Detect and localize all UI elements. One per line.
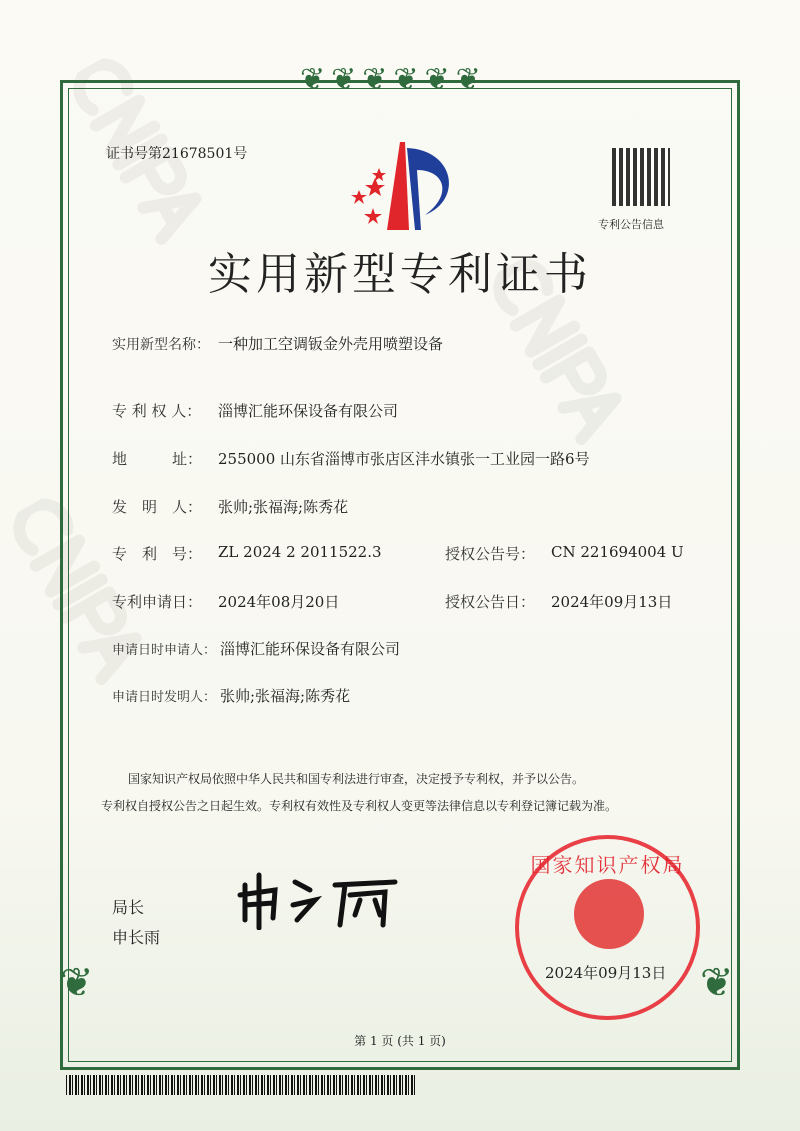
field-value-name: 一种加工空调钣金外壳用喷塑设备 <box>218 335 444 353</box>
field-label-address: 地 址： <box>112 450 203 468</box>
qr-code[interactable] <box>612 148 670 206</box>
field-value-applicant-at-filing: 淄博汇能环保设备有限公司 <box>220 640 401 658</box>
certificate-title: 实用新型专利证书 <box>208 249 592 300</box>
national-emblem-icon <box>574 879 644 949</box>
seal-text: 国家知识产权局 <box>530 853 685 877</box>
field-value-patentee: 淄博汇能环保设备有限公司 <box>218 402 399 420</box>
certificate-number: 证书号第21678501号 <box>106 146 248 162</box>
field-value-patent-no: ZL 2024 2 2011522.3 <box>218 543 382 561</box>
signatory-name: 申长雨 <box>112 928 161 947</box>
field-label-inventor-at-filing: 申请日时发明人： <box>112 690 217 705</box>
corner-ornament-icon: ❦ <box>60 960 94 1006</box>
barcode <box>66 1075 416 1095</box>
field-value-address: 255000 山东省淄博市张店区沣水镇张一工业园一路6号 <box>218 450 590 468</box>
field-value-filing-date: 2024年08月20日 <box>218 593 340 611</box>
field-value-inventor: 张帅;张福海;陈秀花 <box>218 498 349 516</box>
notice-line-2: 专利权自授权公告之日起生效。专利权有效性及专利权人变更等法律信息以专利登记簿记载为准。 <box>101 799 618 813</box>
field-label-patent-no: 专 利 号： <box>112 545 203 563</box>
signatory-title: 局长 <box>112 898 145 917</box>
field-label-grant-pub-no: 授权公告号： <box>445 545 536 563</box>
notice-line-1: 国家知识产权局依照中华人民共和国专利法进行审查，决定授予专利权，并予以公告。 <box>128 772 585 786</box>
page-number: 第 1 页 (共 1 页) <box>354 1034 446 1048</box>
field-label-inventor: 发 明 人： <box>112 498 203 516</box>
field-label-patentee: 专 利 权 人： <box>112 402 202 420</box>
seal-date: 2024年09月13日 <box>545 964 667 982</box>
qr-label: 专利公告信息 <box>598 218 664 231</box>
field-label-filing-date: 专利申请日： <box>112 593 203 611</box>
cnipa-logo <box>345 140 465 232</box>
top-ornament-icon: ❦❦❦❦❦❦ <box>300 62 487 97</box>
field-value-grant-pub-date: 2024年09月13日 <box>551 593 673 611</box>
official-seal <box>515 835 700 1020</box>
field-value-inventor-at-filing: 张帅;张福海;陈秀花 <box>220 687 351 705</box>
handwritten-signature <box>235 870 415 934</box>
corner-ornament-icon: ❦ <box>700 960 734 1006</box>
field-value-grant-pub-no: CN 221694004 U <box>551 543 684 561</box>
field-label-name: 实用新型名称： <box>112 337 210 353</box>
field-label-grant-pub-date: 授权公告日： <box>445 593 536 611</box>
field-label-applicant-at-filing: 申请日时申请人： <box>112 643 217 658</box>
